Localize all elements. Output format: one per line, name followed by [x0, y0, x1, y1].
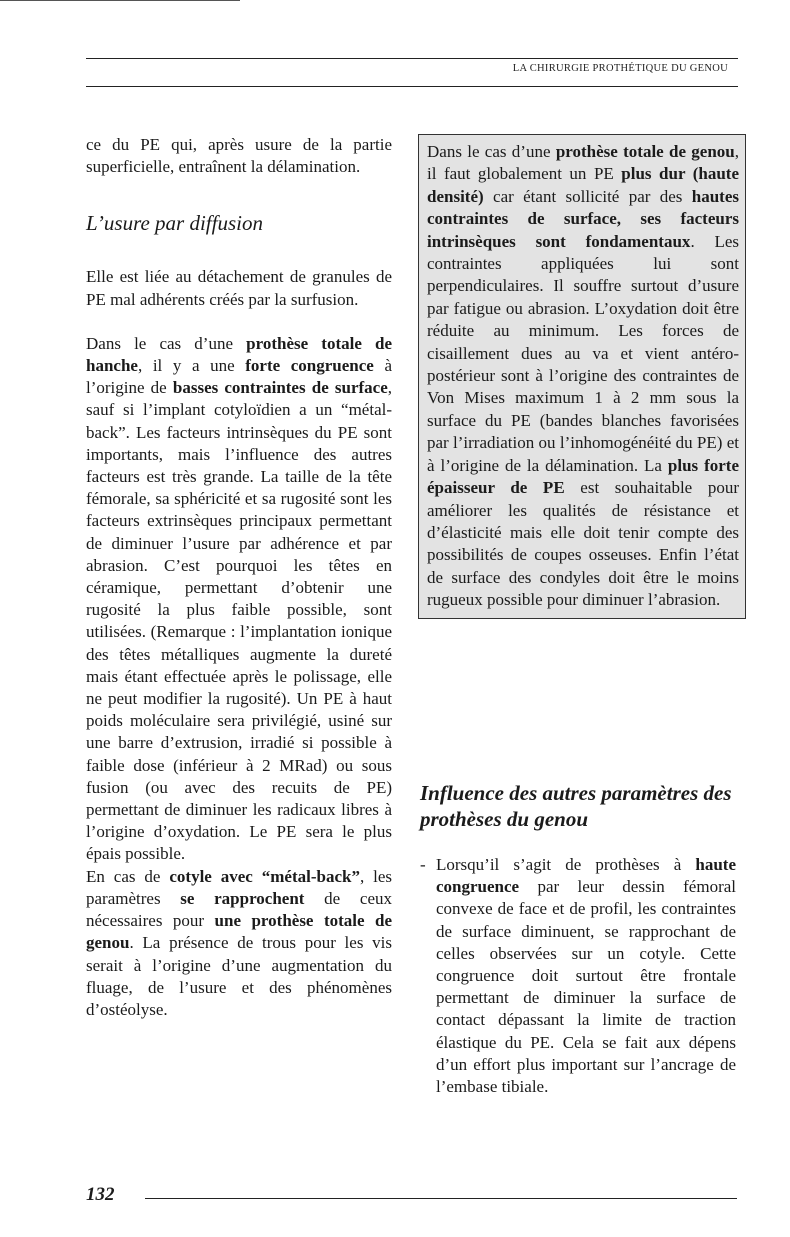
- list-item-high-congruence: [420, 854, 736, 1098]
- subheading-other-parameters: Influence des autres paramètres des prothèses du genou: [420, 781, 732, 831]
- right-column: [420, 780, 736, 1098]
- knee-prosthesis-callout-box: [418, 134, 746, 619]
- subheading-diffusion: L’usure par diffusion: [86, 211, 263, 236]
- footer-rule: [145, 1198, 737, 1199]
- scan-edge-mark: [0, 0, 240, 1]
- left-column: [86, 134, 392, 1021]
- paragraph-diffusion: Elle est liée au détachement de granules de PE mal adhérents créés par la surfusion.: [86, 267, 392, 309]
- paragraph-metal-back: En cas de cotyle avec “métal-back”, les paramètres se rapprochent de ceux nécessaires pour une prothèse totale de genou. La présence de trous pour les vis serait à l’origine d’une augmentation du fluage, de l’usure et des phénomènes d’ostéolyse.: [86, 866, 393, 1019]
- paragraph-hip-prosthesis: Dans le cas d’une prothèse totale de hanche, il y a une forte congruence à l’origine de basses contraintes de surface, sauf si l’implant cotyloïdien a un “métal-back”. Les facteurs intrinsèques du PE sont importants, mais l’influence des autres facteurs est très grande. La taille de la tête fémorale, sa sphéricité et sa rugosité sont les facteurs extrinsèques principaux permettant de diminuer l’usure par adhérence et par abrasion. C’est pourquoi les têtes en céramique, permettant d’obtenir une rugosité la plus faible possible, sont utilisées. (Remarque : l’implantation ionique des têtes métalliques augmente la dureté mais étant effectuée après le polissage, elle ne peut modifier la rugosité). Un PE à haut poids moléculaire sera privilégié, usiné sur une barre d’extrusion, irradié si possible à faible dose (inférieur à 2 MRad) ou sous fusion (ou avec des recuits de PE) permettant de diminuer les radicaux libres à l’origine d’oxydation. Le PE sera le plus épais possible.: [86, 333, 393, 864]
- header-rule-top: [86, 58, 738, 59]
- page-number: 132: [86, 1184, 115, 1205]
- list-dash: -: [420, 855, 426, 874]
- list-item-text: Lorsqu’il s’agit de prothèses à haute congruence par leur dessin fémoral convexe de face et de profil, les contraintes de surface diminuent, se rapprochant de celles observées sur un cotyle. Cette congruence doit surtout être frontale permettant de diminuer la surface de contact dépassant la limite de traction élastique du PE. Cela se fait aux dépens d’un effort plus important sur l’ancrage de l’embase tibiale.: [436, 855, 736, 1097]
- header-rule-bottom: [86, 86, 738, 87]
- paragraph-continuation: ce du PE qui, après usure de la partie superficielle, entraînent la délamination.: [86, 135, 392, 177]
- callout-paragraph: Dans le cas d’une prothèse totale de genou, il faut globalement un PE plus dur (haute densité) car étant sollicité par des hautes contraintes de surface, ses facteurs intrinsèques sont fondamentaux. Les contraintes appliquées lui sont perpendiculaires. Il souffre surtout d’usure par fatigue ou abrasion. L’oxydation doit être réduite au minimum. Les forces de cisaillement dues au va et vient antéro-postérieur sont à l’origine des contraintes de Von Mises maximum 1 à 2 mm sous la surface du PE (bandes blanches favorisées par l’irradiation ou l’inhomogénéité du PE) et à l’origine de la délamination. La plus forte épaisseur de PE est souhaitable pour améliorer les qualités de résistance et d’élasticité mais elle doit tenir compte des possibilités de coupes osseuses. Enfin l’état de surface des condyles doit être le moins rugueux possible pour diminuer l’abrasion.: [427, 142, 740, 610]
- running-head: LA CHIRURGIE PROTHÉTIQUE DU GENOU: [512, 63, 728, 74]
